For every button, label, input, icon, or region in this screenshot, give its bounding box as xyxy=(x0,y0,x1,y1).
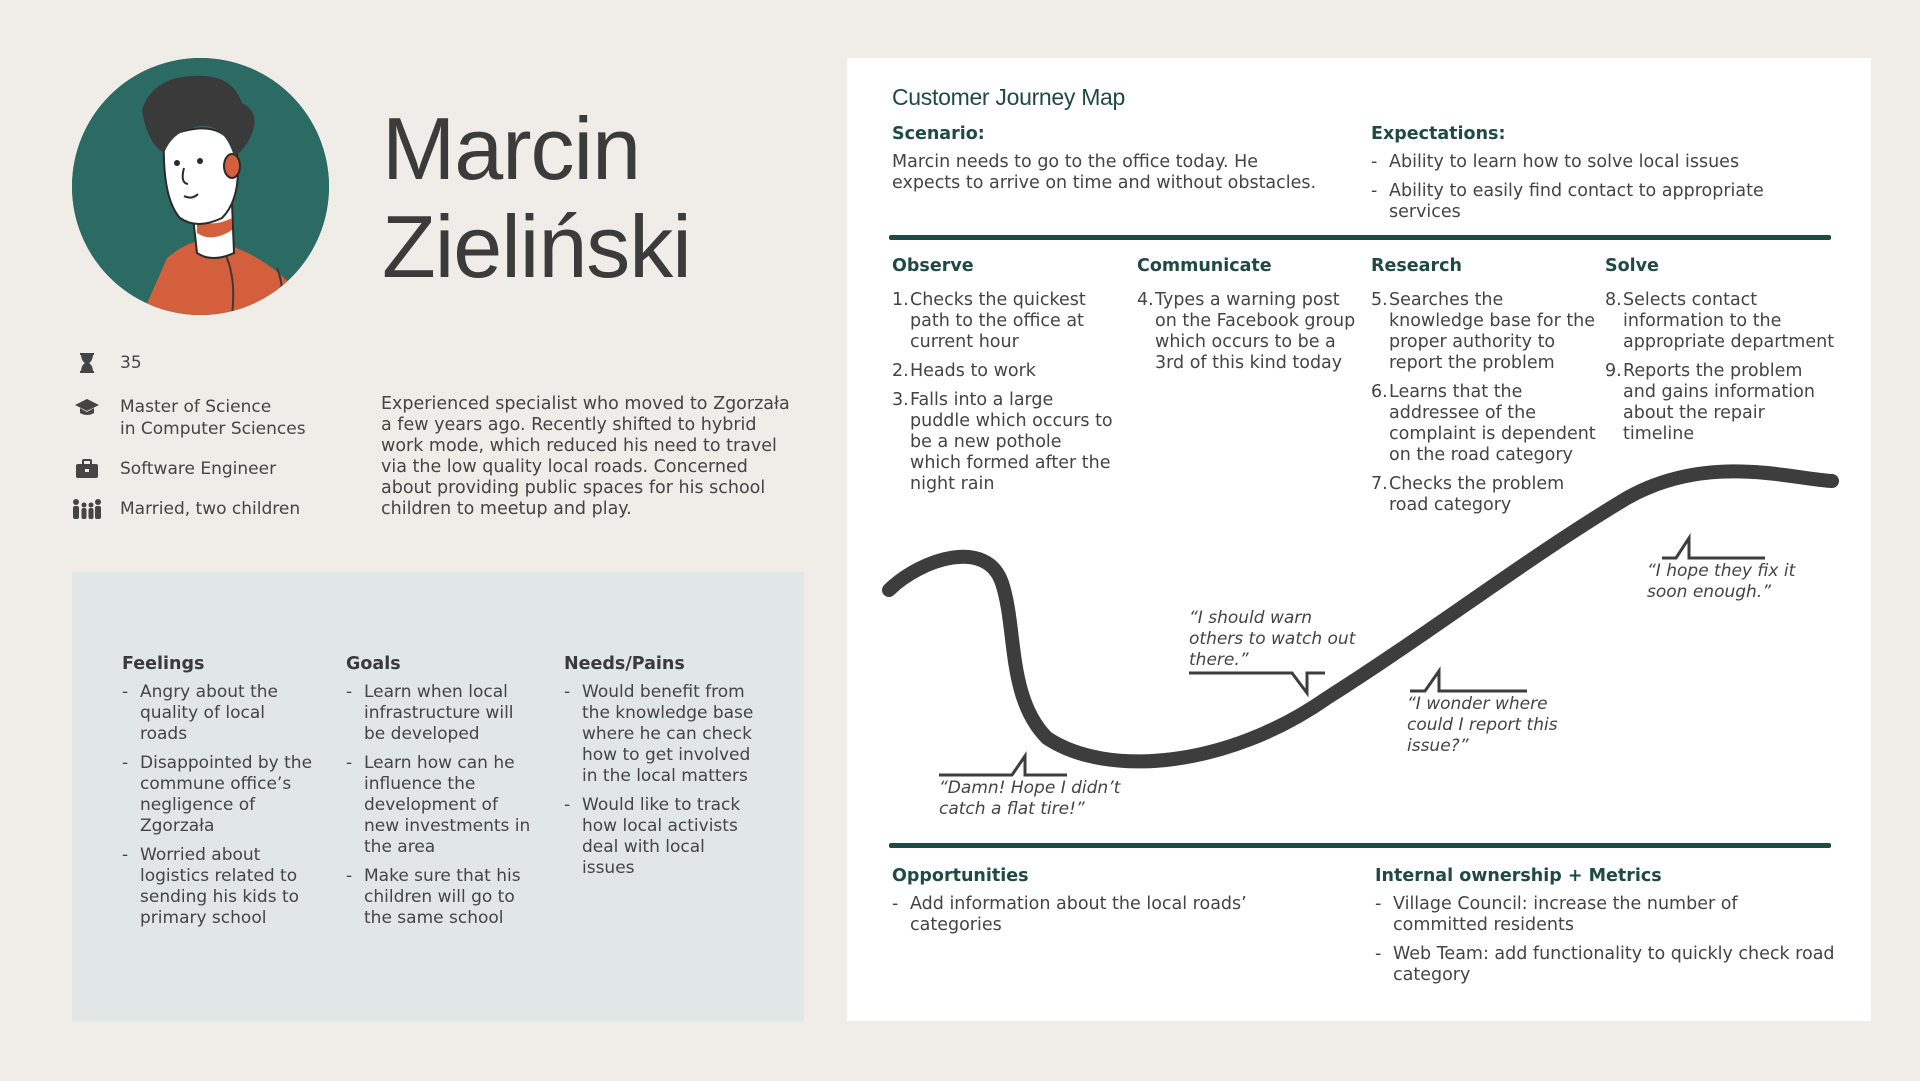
journey-map xyxy=(847,58,1871,1021)
goals-column xyxy=(346,654,531,937)
feelings-column xyxy=(122,654,317,937)
stage-step: 2. Heads to work xyxy=(892,361,1036,381)
expectations-label: Expectations: xyxy=(1371,124,1506,144)
ownership-section xyxy=(1375,866,1835,994)
list-item: - Learn when local infrastructure will be developed xyxy=(346,682,531,745)
stage-step: 3. Falls into a large puddle which occurs to be a new pothole which formed after the night rain xyxy=(892,390,1113,494)
persona-avatar xyxy=(72,58,329,315)
emotion-curve-line xyxy=(889,471,1832,761)
list-item: - Ability to easily find contact to appropriate services xyxy=(1371,181,1841,223)
quote-3: “I wonder where could I report this issue?” xyxy=(1407,694,1558,756)
feelings-title: Feelings xyxy=(122,654,205,674)
journey-title: Customer Journey Map xyxy=(892,84,1126,110)
opportunities-section xyxy=(892,866,1332,944)
list-item: - Disappointed by the commune office’s negligence of Zgorzała xyxy=(122,753,317,837)
fact-family: Married, two children xyxy=(72,498,300,520)
needs-column xyxy=(564,654,759,887)
list-item: - Make sure that his children will go to the same school xyxy=(346,866,531,929)
stage-step: 4. Types a warning post on the Facebook group which occurs to be a 3rd of this kind today xyxy=(1137,290,1356,373)
stage-title: Research xyxy=(1371,256,1462,276)
list-item: - Web Team: add functionality to quickly check road category xyxy=(1375,944,1835,986)
list-item: - Learn how can he influence the development of new investments in the area xyxy=(346,753,531,858)
stage-title: Observe xyxy=(892,256,974,276)
briefcase-icon xyxy=(72,458,102,480)
fact-job: Software Engineer xyxy=(72,458,276,480)
quote-pointer-2 xyxy=(1189,673,1325,693)
persona-name xyxy=(382,100,691,296)
fact-age: 35 xyxy=(72,352,142,374)
scenario-label: Scenario: xyxy=(892,124,985,144)
stage-step: 5. Searches the knowledge base for the proper authority to report the problem xyxy=(1371,290,1596,373)
stage-title: Solve xyxy=(1605,256,1659,276)
list-item: - Worried about logistics related to sending his kids to primary school xyxy=(122,845,317,929)
quote-4: “I hope they fix it soon enough.” xyxy=(1647,561,1796,602)
scenario-text: Marcin needs to go to the office today. He expects to arrive on time and without obstacles. xyxy=(892,152,1317,193)
stage-step: 7. Checks the problem road category xyxy=(1371,474,1565,515)
persona-cards xyxy=(72,572,804,1021)
stage-step: 1. Checks the quickest path to the office at current hour xyxy=(892,290,1086,352)
stage-step: 8. Selects contact information to the appropriate department xyxy=(1605,290,1835,352)
list-item: - Would like to track how local activists deal with local issues xyxy=(564,795,759,879)
stage-step: 9. Reports the problem and gains information about the repair timeline xyxy=(1605,361,1815,444)
goals-title: Goals xyxy=(346,654,401,674)
bottom-divider xyxy=(889,843,1831,848)
quote-pointer-3 xyxy=(1410,671,1527,691)
hourglass-icon xyxy=(72,352,102,374)
quote-pointer-4 xyxy=(1662,538,1765,558)
persona-last-name: Zieliński xyxy=(382,197,691,296)
quote-1: “Damn! Hope I didn’t catch a flat tire!” xyxy=(939,778,1121,819)
ownership-label: Internal ownership + Metrics xyxy=(1375,866,1662,886)
quote-2: “I should warn others to watch out there.” xyxy=(1189,608,1356,670)
persona-bio: Experienced specialist who moved to Zgorzała a few years ago. Recently shifted to hybrid work mode, which reduced his need to travel via the low quality local roads. Concerned about providing public spaces for his school children to meetup and play. xyxy=(381,394,790,519)
persona-illustration xyxy=(72,58,329,315)
quote-pointer-1 xyxy=(939,756,1067,775)
list-item: - Add information about the local roads’ categories xyxy=(892,894,1332,936)
list-item: - Village Council: increase the number of committed residents xyxy=(1375,894,1835,936)
education-text: Master of Science in Computer Sciences xyxy=(120,397,306,439)
family-icon xyxy=(72,498,102,520)
needs-title: Needs/Pains xyxy=(564,654,685,674)
persona-first-name: Marcin xyxy=(382,99,641,198)
list-item: - Angry about the quality of local roads xyxy=(122,682,317,745)
list-item: - Would benefit from the knowledge base where he can check how to get involved in the local matters xyxy=(564,682,759,787)
fact-education xyxy=(72,396,306,440)
list-item: - Ability to learn how to solve local issues xyxy=(1371,152,1841,173)
stage-step: 6. Learns that the addressee of the complaint is dependent on the road category xyxy=(1371,382,1596,465)
opportunities-label: Opportunities xyxy=(892,866,1029,886)
stage-title: Communicate xyxy=(1137,256,1272,276)
graduation-cap-icon xyxy=(72,396,102,418)
